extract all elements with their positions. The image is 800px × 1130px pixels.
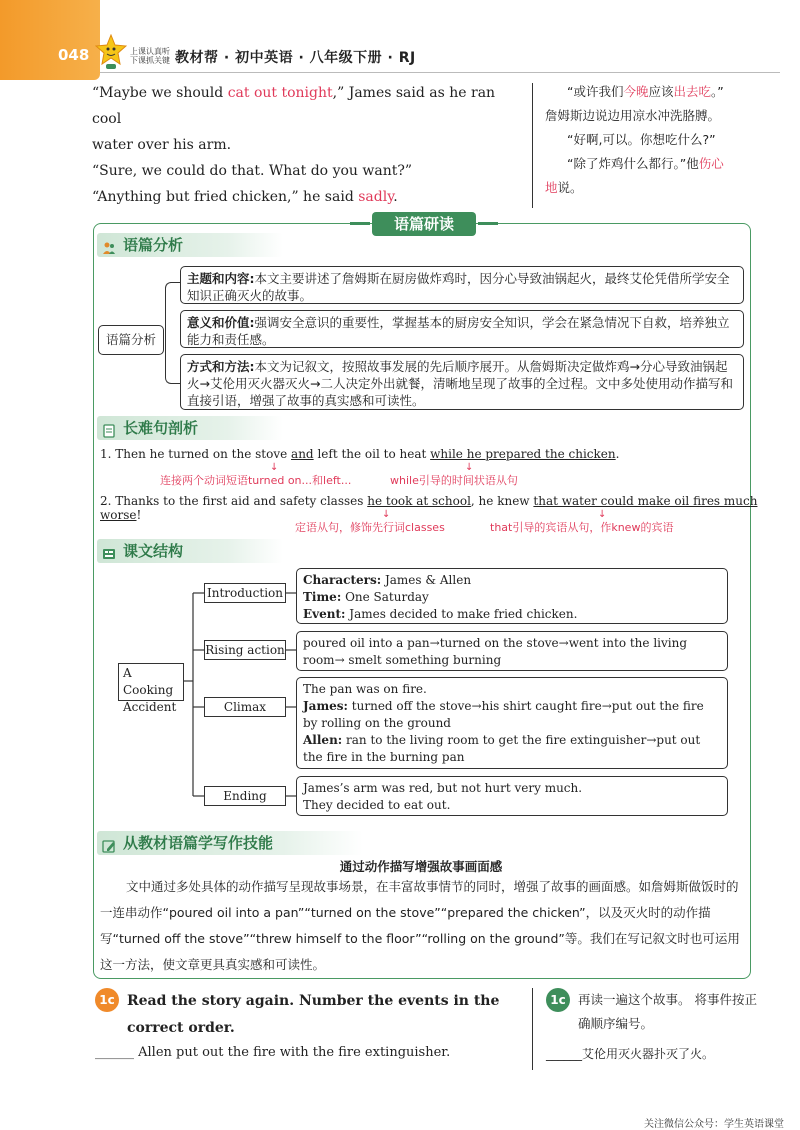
stage-ending: Ending [204,786,286,806]
stage-climax: Climax [204,697,286,717]
translation-line: 地说。 [545,180,583,195]
pencil-icon [102,836,116,850]
exercise-item: ______ Allen put out the fire with the fire extinguisher. [95,1045,451,1060]
analysis-method: 方式和方法:本文为记叙文，按照故事发展的先后顺序展开。从詹姆斯决定做炸鸡→分心导致油锅起火→艾伦用灭火器灭火→二人决定外出就餐，清晰地呈现了故事的全过程。文中多处使用动作描写和直接引语，增强了故事的真实感和可读性。 [180,354,744,410]
arrow-down-icon: ↓ [382,509,391,520]
stage-rising-action: Rising action [204,640,286,660]
sentence-2-note-2: that引导的宾语从句，作knew的宾语 [490,521,674,534]
column-divider [532,988,533,1070]
panel-banner: 语篇研读 [372,212,476,236]
passage-line: “Maybe we should cat out tonight,” James said as he ran cool [92,85,496,127]
climax-detail: The pan was on fire. James: turned off the stove→his shirt caught fire→put out the fire by rolling on the ground Allen: ran to the living room to get the fire extinguisher→put out the fire in the burning pan [296,677,728,769]
exercise-badge: 1c [95,988,119,1012]
exercise-instruction: Read the story again. Number the events in the correct order. [127,993,500,1036]
section-heading-analysis: 语篇分析 [97,233,283,257]
mascot-slogan: 上课认真听 下课抓关键 [130,47,170,65]
footer-note: 关注微信公众号：学生英语课堂 [644,1119,784,1130]
section-heading-sentences: 长难句剖析 [97,416,283,440]
exercise-item-zh: ______艾伦用灭火器扑灭了火。 [546,1047,715,1061]
stage-introduction: Introduction [204,583,286,603]
structure-root: A Cooking Accident [118,663,184,701]
writing-paragraph: 文中通过多处具体的动作描写呈现故事场景，在丰富故事情节的同时，增强了故事的画面感。如詹姆斯做饭时的一连串动作“poured oil into a pan”“turned on the stove”“prepared the chicken”，以及灭火时的动作描写“turned off the stove”“threw himself to the floor”“rolling on the ground”等。我们在写记叙文时也可运用这一方法，使文章更具真实感和可读性。 [100,879,740,972]
passage-line: water over his arm. [92,137,232,153]
rising-action-detail: poured oil into a pan→turned on the stove→went into the living room→ smelt something burning [296,631,728,671]
page-number: 048 [58,46,90,64]
passage-line: “Anything but fried chicken,” he said sadly. [92,189,398,205]
passage-line: “Sure, we could do that. What do you want?” [92,163,413,179]
arrow-down-icon: ↓ [598,509,607,520]
arrow-down-icon: ↓ [270,462,279,473]
exercise-instruction-zh: 再读一遍这个故事。 将事件按正确顺序编号。 [578,992,757,1031]
arrow-down-icon: ↓ [465,462,474,473]
analysis-value: 意义和价值:强调安全意识的重要性，掌握基本的厨房安全知识，学会在紧急情况下自救，培养独立能力和责任感。 [180,310,744,348]
translation-line: “或许我们今晚应该出去吃。” [567,84,724,99]
sentence-1-note-1: 连接两个动词短语turned on...和left... [160,474,352,487]
sentence-2: 2. Thanks to the first aid and safety classes he took at school, he knew that water could make oil fires much worse! [100,494,758,522]
section-heading-structure: 课文结构 [97,539,283,563]
section-heading-writing: 从教材语篇学写作技能 [97,831,363,855]
translation-line: “好啊,可以。你想吃什么?” [567,132,716,147]
analysis-topic: 主题和内容:本文主要讲述了詹姆斯在厨房做炸鸡时，因分心导致油锅起火，最终艾伦凭借所学安全知识正确灭火的故事。 [180,266,744,304]
sentence-1: 1. Then he turned on the stove and left the oil to heat while he prepared the chicken. [100,447,620,461]
book-title: 教材帮 · 初中英语 · 八年级下册 · RJ [175,50,416,66]
sentence-2-note-1: 定语从句，修饰先行词classes [295,521,445,534]
ending-detail: James’s arm was red, but not hurt very much. They decided to eat out. [296,776,728,816]
analysis-label: 语篇分析 [98,325,164,355]
writing-subtitle: 通过动作描写增强故事画面感 [339,859,503,874]
sentence-1-note-2: while引导的时间状语从句 [390,474,518,487]
translation-line: “除了炸鸡什么都行。”他伤心 [567,156,724,171]
introduction-detail: Characters: James & Allen Time: One Saturday Event: James decided to make fried chicken. [296,568,728,624]
exercise-badge-zh: 1c [546,988,570,1012]
translation-line: 詹姆斯边说边用凉水冲洗胳膊。 [545,108,721,123]
